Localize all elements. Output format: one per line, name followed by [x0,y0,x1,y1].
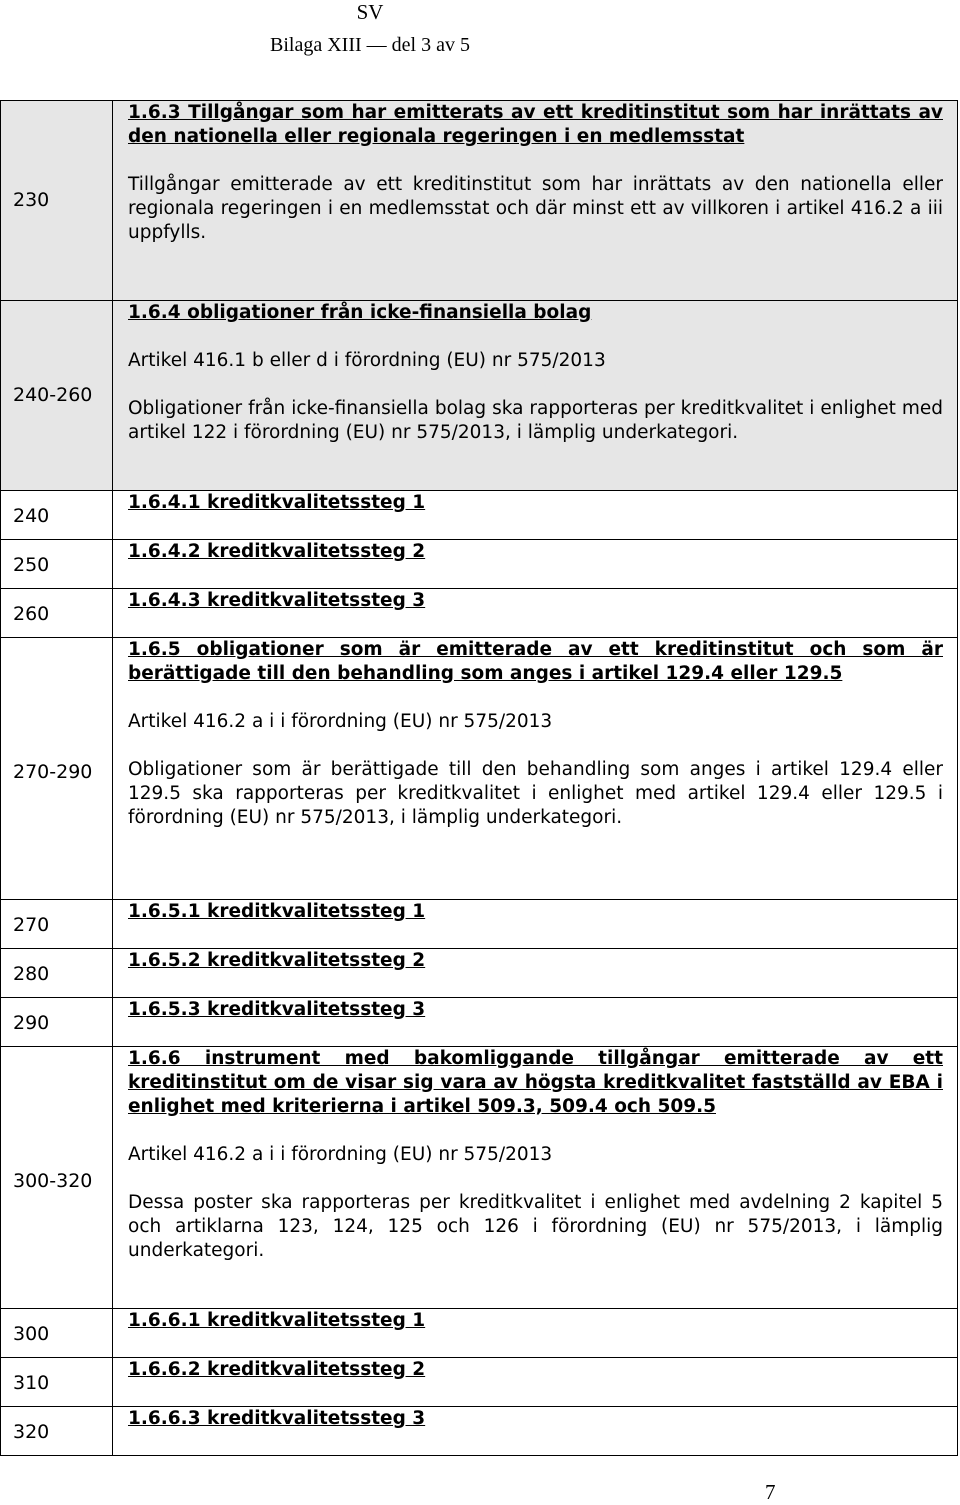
table-row [1,900,958,949]
section-heading: 1.6.5 obligationer som är emitterade av ett kreditinstitut och som är berättigade till den behandling som anges i artikel 129.4 eller 129.5 [128,639,943,684]
legal-reference: Artikel 416.2 a i i förordning (EU) nr 575/2013 [128,1144,553,1165]
annex-reference: Bilaga XIII — del 3 av 5 [270,34,470,56]
section-heading: 1.6.4 obligationer från icke-finansiella bolag [128,302,592,323]
row-text-cell [113,491,958,540]
legal-reference: Artikel 416.1 b eller d i förordning (EU) nr 575/2013 [128,350,606,371]
section-heading: 1.6.3 Tillgångar som har emitterats av ett kreditinstitut som har inrättats av den nationella eller regionala regeringen i en medlemsstat [128,102,943,147]
row-number: 300-320 [13,1170,93,1192]
row-number: 290 [13,1012,50,1034]
row-number: 320 [13,1421,50,1443]
row-number-cell [1,301,113,491]
section-body: Tillgångar emitterade av ett kreditinstitut som har inrättats av den nationella eller regionala regeringen i en medlemsstat och där minst ett av villkoren i artikel 416.2 a iii uppfylls. [128,174,943,243]
subsection-label: 1.6.5.1 kreditkvalitetssteg 1 [128,901,426,922]
table-row [1,540,958,589]
row-text-cell [113,540,958,589]
row-number-cell [1,1407,113,1456]
row-text-cell [113,949,958,998]
row-number: 270 [13,914,50,936]
row-text-cell [113,1309,958,1358]
instructions-table [0,100,958,1456]
subsection-label: 1.6.5.3 kreditkvalitetssteg 3 [128,999,426,1020]
table-row [1,1047,958,1309]
subsection-label: 1.6.6.3 kreditkvalitetssteg 3 [128,1408,426,1429]
section-heading: 1.6.6 instrument med bakomliggande tillgångar emitterade av ett kreditinstitut om de visar sig vara av högsta kreditkvalitet fastställd av EBA i enlighet med kriterierna i artikel 509.3, 509.4 och 509.5 [128,1048,943,1117]
page-number: 7 [765,1480,776,1504]
row-text-cell [113,1358,958,1407]
row-number-cell [1,491,113,540]
table-row [1,1358,958,1407]
subsection-label: 1.6.6.1 kreditkvalitetssteg 1 [128,1310,426,1331]
row-number: 250 [13,554,50,576]
row-number: 280 [13,963,50,985]
table-row [1,491,958,540]
table-row [1,638,958,900]
row-text-cell [113,101,958,301]
section-body: Obligationer från icke-finansiella bolag ska rapporteras per kreditkvalitet i enlighet med artikel 122 i förordning (EU) nr 575/2013, i lämplig underkategori. [128,398,943,443]
row-text-cell [113,301,958,491]
table-row [1,101,958,301]
row-text-cell [113,1407,958,1456]
section-body: Obligationer som är berättigade till den behandling som anges i artikel 129.4 eller 129.5 ska rapporteras per kreditkvalitet i enlighet med artikel 129.4 eller 129.5 i förordning (EU) nr 575/2013, i lämplig underkategori. [128,759,943,828]
table-row [1,301,958,491]
row-number: 300 [13,1323,50,1345]
section-body: Dessa poster ska rapporteras per kreditkvalitet i enlighet med avdelning 2 kapitel 5 och artiklarna 123, 124, 125 och 126 i förordning (EU) nr 575/2013, i lämplig underkategori. [128,1192,943,1261]
row-number-cell [1,101,113,301]
row-number-cell [1,638,113,900]
row-text-cell [113,998,958,1047]
row-number: 240-260 [13,384,93,406]
row-number-cell [1,998,113,1047]
table-row [1,949,958,998]
subsection-label: 1.6.4.3 kreditkvalitetssteg 3 [128,590,426,611]
subsection-label: 1.6.4.1 kreditkvalitetssteg 1 [128,492,426,513]
row-number: 310 [13,1372,50,1394]
row-text-cell [113,900,958,949]
row-number: 270-290 [13,761,93,783]
row-number-cell [1,589,113,638]
row-number-cell [1,900,113,949]
row-number: 260 [13,603,50,625]
row-number-cell [1,1047,113,1309]
language-code: SV [356,0,384,24]
row-text-cell [113,589,958,638]
row-number-cell [1,949,113,998]
table-row [1,998,958,1047]
table-row [1,1407,958,1456]
row-number-cell [1,1309,113,1358]
row-text-cell [113,1047,958,1309]
subsection-label: 1.6.5.2 kreditkvalitetssteg 2 [128,950,426,971]
subsection-label: 1.6.4.2 kreditkvalitetssteg 2 [128,541,426,562]
table-row [1,1309,958,1358]
table-row [1,589,958,638]
row-text-cell [113,638,958,900]
row-number-cell [1,540,113,589]
row-number: 230 [13,189,50,211]
row-number: 240 [13,505,50,527]
subsection-label: 1.6.6.2 kreditkvalitetssteg 2 [128,1359,426,1380]
legal-reference: Artikel 416.2 a i i förordning (EU) nr 575/2013 [128,711,553,732]
row-number-cell [1,1358,113,1407]
